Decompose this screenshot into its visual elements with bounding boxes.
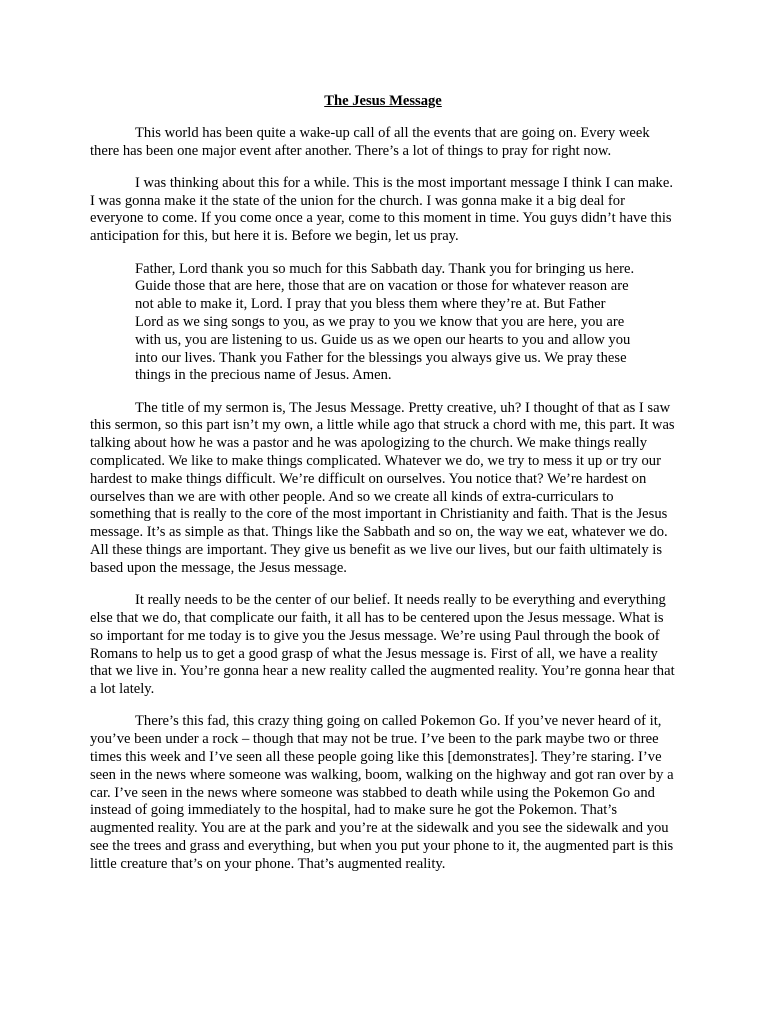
paragraph-center-of-belief: It really needs to be the center of our belief. It needs really to be everything and everything else that we do, that complicate our faith, it all has to be centered upon the Jesus message. What is so important for me today is to give you the Jesus message. We’re using Paul through the book of Romans to help us to get a good grasp of what the Jesus message is. First of all, we have a reality that we live in. You’re gonna hear a new reality called the augmented reality. You’re gonna hear that a lot lately.	[90, 592, 675, 698]
prayer-block: Father, Lord thank you so much for this Sabbath day. Thank you for bringing us here. Guide those that are here, those that are on vacation or those for whatever reason are not able to make it, Lord. I pray that you bless them where they’re at. But Father Lord as we sing songs to you, as we pray to you we know that you are here, you are with us, you are listening to us. Guide us as we open our hearts to you and allow you into our lives. Thank you Father for the blessings you always give us. We pray these things in the precious name of Jesus. Amen.	[135, 260, 635, 384]
document-title: The Jesus Message	[324, 93, 442, 109]
paragraph-thinking: I was thinking about this for a while. This is the most important message I think I can make. I was gonna make it the state of the union for the church. I was gonna make it a big deal for everyone to come. If you come once a year, come to this moment in time. You guys didn’t have this anticipation for this, but here it is. Before we begin, let us pray.	[90, 174, 673, 245]
paragraph-intro: This world has been quite a wake-up call of all the events that are going on. Every week there has been one major event after another. There’s a lot of things to pray for right now.	[90, 124, 650, 159]
paragraph-sermon-title: The title of my sermon is, The Jesus Message. Pretty creative, uh? I thought of that as I saw this sermon, so this part isn’t my own, a little while ago that struck a chord with me, this part. It was talking about how he was a pastor and he was apologizing to the church. We make things really complicated. We like to make things complicated. Whatever we do, we try to mess it up or try our hardest to make things difficult. We’re difficult on ourselves. You notice that? We’re hardest on ourselves than we are with other people. And so we create all kinds of extra-curriculars to something that is really to the core of the most important in Christianity and faith. That is the Jesus message. It’s as simple as that. Things like the Sabbath and so on, the way we eat, whatever we do. All these things are important. They give us benefit as we live our lives, but our faith ultimately is based upon the message, the Jesus message.	[90, 399, 675, 576]
paragraph-pokemon-go: There’s this fad, this crazy thing going on called Pokemon Go. If you’ve never heard of it, you’ve been under a rock – though that may not be true. I’ve been to the park maybe two or three times this week and I’ve seen all these people going like this [demonstrates]. They’re staring. I’ve seen in the news where someone was walking, boom, walking on the highway and got ran over by a car. I’ve seen in the news where someone was stabbed to death while using the Pokemon Go and instead of going immediately to the hospital, had to make sure he got the Pokemon. That’s augmented reality. You are at the park and you’re at the sidewalk and you see the sidewalk and you see the trees and grass and everything, but when you put your phone to it, the augmented part is this little creature that’s on your phone. That’s augmented reality.	[90, 713, 674, 872]
document-page	[90, 93, 676, 888]
